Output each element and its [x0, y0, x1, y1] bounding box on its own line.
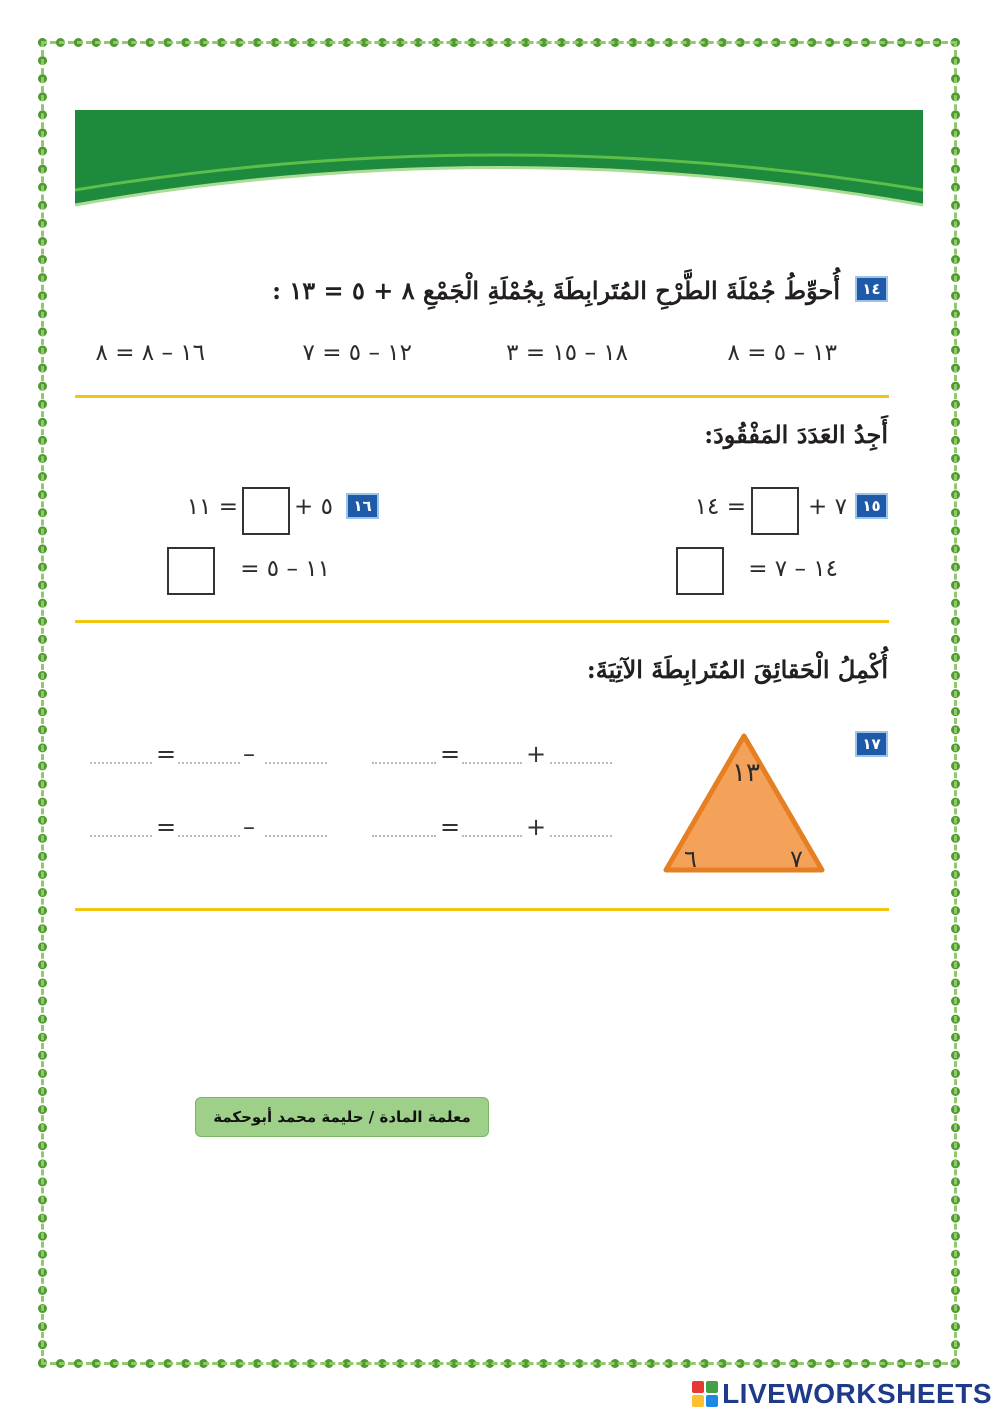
triangle-top-number: ١٣ — [732, 758, 760, 788]
q16-answer-box[interactable] — [242, 487, 290, 535]
divider-1 — [75, 395, 889, 398]
sub1-minus: – — [243, 740, 255, 768]
sub1-blank-1[interactable] — [265, 762, 327, 764]
q15-sub-answer-box[interactable] — [676, 547, 724, 595]
add2-plus: + — [526, 813, 547, 841]
q15-sub-expression: ١٤ – ٧ = — [748, 556, 838, 582]
brand-name: LIVEWORKSHEETS — [722, 1378, 992, 1409]
divider-3 — [75, 908, 889, 911]
sub2-blank-3[interactable] — [90, 835, 152, 837]
liveworksheets-brand — [692, 1378, 992, 1410]
sub2-equals: = — [156, 813, 177, 841]
q15-sum: = ١٤ — [694, 494, 746, 520]
sub2-minus: – — [243, 813, 255, 841]
triangle-left-number: ٦ — [684, 845, 697, 873]
q14-option-3[interactable]: ١٢ – ٥ = ٧ — [302, 340, 412, 366]
sub2-blank-2[interactable] — [178, 835, 240, 837]
q14-option-4[interactable]: ١٦ – ٨ = ٨ — [95, 340, 205, 366]
add1-equals: = — [440, 740, 461, 768]
page-border — [38, 38, 960, 1368]
add1-blank-3[interactable] — [372, 762, 436, 764]
add2-blank-2[interactable] — [462, 835, 522, 837]
divider-2 — [75, 620, 889, 623]
q16-addend: ٥ + — [294, 494, 333, 520]
add2-blank-1[interactable] — [550, 835, 612, 837]
header-banner — [75, 110, 923, 220]
q15-addend: ٧ + — [808, 494, 847, 520]
question-16-badge: ١٦ — [346, 493, 379, 519]
q14-option-2[interactable]: ١٨ – ١٥ = ٣ — [506, 340, 628, 366]
facts-heading: أُكْمِلُ الْحَقائِقَ المُتَرابِطَةَ الآتِيَةَ: — [586, 655, 888, 684]
triangle-right-number: ٧ — [790, 845, 803, 873]
q16-sub-expression: ١١ – ٥ = — [240, 556, 330, 582]
teacher-name-label: معلمة المادة / حليمة محمد أبوحكمة — [195, 1097, 489, 1137]
question-15-badge: ١٥ — [855, 493, 888, 519]
question-17-badge: ١٧ — [855, 731, 888, 757]
add2-equals: = — [440, 813, 461, 841]
liveworksheets-logo-icon — [692, 1381, 718, 1407]
q15-answer-box[interactable] — [751, 487, 799, 535]
q16-sum: = ١١ — [186, 494, 238, 520]
sub1-blank-3[interactable] — [90, 762, 152, 764]
sub1-blank-2[interactable] — [178, 762, 240, 764]
sub2-blank-1[interactable] — [265, 835, 327, 837]
add2-blank-3[interactable] — [372, 835, 436, 837]
add1-blank-2[interactable] — [462, 762, 522, 764]
q16-sub-answer-box[interactable] — [167, 547, 215, 595]
question-14-instruction: أُحوِّطُ جُمْلَةَ الطَّرْحِ المُتَرابِطَةَ بِجُمْلَةِ الْجَمْعِ ٨ + ٥ = ١٣ : — [272, 276, 840, 305]
missing-number-heading: أَجِدُ العَدَدَ المَفْقُودَ: — [704, 420, 888, 449]
q14-option-1[interactable]: ١٣ – ٥ = ٨ — [727, 340, 837, 366]
question-14-badge: ١٤ — [855, 276, 888, 302]
sub1-equals: = — [156, 740, 177, 768]
add1-blank-1[interactable] — [550, 762, 612, 764]
add1-plus: + — [526, 740, 547, 768]
